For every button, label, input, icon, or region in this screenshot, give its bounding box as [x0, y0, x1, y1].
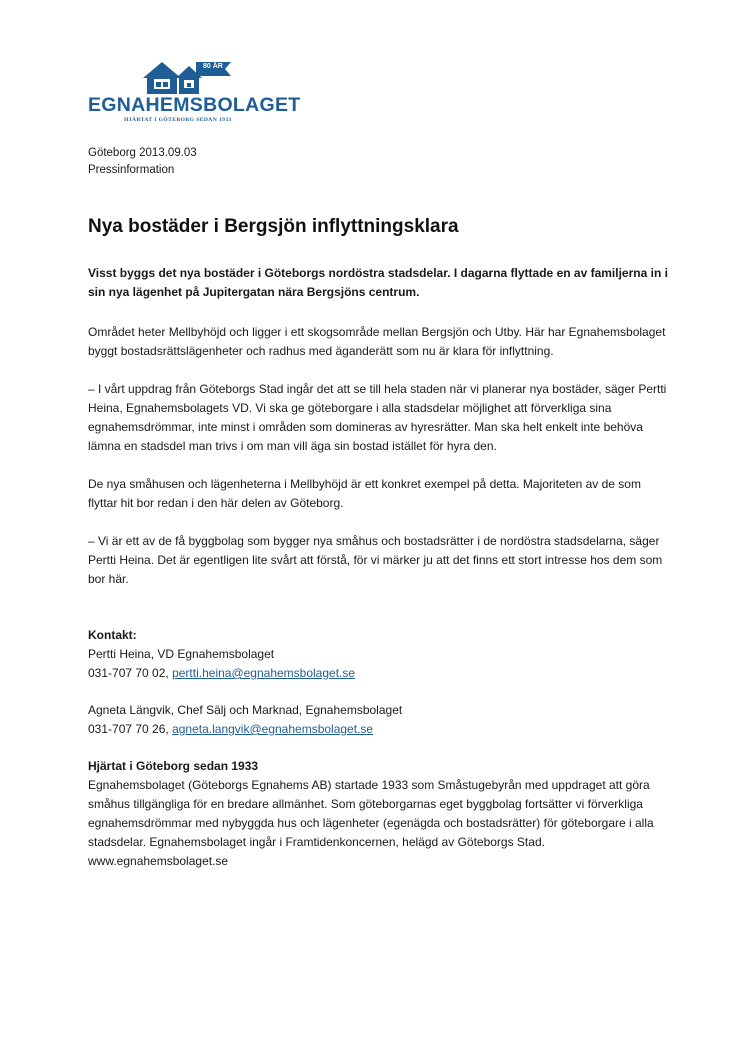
contact-phone: 031-707 70 26, [88, 722, 173, 736]
about-heading: Hjärtat i Göteborg sedan 1933 [88, 759, 259, 773]
body-paragraph: – I vårt uppdrag från Göteborgs Stad ingår det att se till hela staden när vi planerar nya bostäder, säger Pertti Heina, Egnahemsbolagets VD. Vi ska ge göteborgare i alla stadsdelar möjlighet att förverkliga sina egnahemsdrömmar, inte minst i områden som domineras av hyresrätter. Man ska helt enkelt inte behöva lämna en stadsdel man trivs i om man vill äga sin bostad istället för hyra den. [88, 382, 667, 453]
logo-tagline: HJÄRTAT I GÖTEBORG SEDAN 1933 [124, 117, 232, 123]
document-type: Pressinformation [88, 164, 175, 176]
logo-wordmark: EGNAHEMSBOLAGET [88, 94, 301, 116]
contact-email-link[interactable]: agneta.langvik@egnahemsbolaget.se [172, 722, 374, 736]
body-paragraph: – Vi är ett av de få byggbolag som bygger nya småhus och bostadsrätter i de nordöstra stadsdelarna, säger Pertti Heina. Det är egentligen lite svårt att förstå, för vi märker ju att det finns ett stort intresse hos dem som bor här. [88, 534, 663, 586]
company-logo [88, 56, 301, 130]
contact-line [88, 720, 668, 739]
contact-name: Agneta Längvik, Chef Sälj och Marknad, Egnahemsbolaget [88, 703, 403, 717]
contact-line [88, 664, 668, 683]
page-title: Nya bostäder i Bergsjön inflyttningsklara [88, 216, 459, 237]
anniversary-badge: 80 ÅR [203, 63, 223, 70]
body-paragraph: Området heter Mellbyhöjd och ligger i ett skogsområde mellan Bergsjön och Utby. Här har Egnahemsbolaget byggt bostadsrättslägenheter och radhus med äganderätt som nu är klara för inflyttning. [88, 325, 666, 358]
contact-card [88, 645, 668, 683]
date-line: Göteborg 2013.09.03 [88, 147, 197, 159]
document-meta [88, 145, 197, 179]
contact-heading: Kontakt: [88, 628, 137, 642]
body-paragraph: De nya småhusen och lägenheterna i Mellbyhöjd är ett konkret exempel på detta. Majoriteten av de som flyttar hit bor redan i den här delen av Göteborg. [88, 477, 641, 510]
contact-card [88, 701, 668, 739]
about-text: Egnahemsbolaget (Göteborgs Egnahems AB) startade 1933 som Småstugebyrån med uppdraget att göra småhus tillgängliga för en bredare allmänhet. Som göteborgarnas eget byggbolag fortsätter vi förverkliga egnahemsdrömmar med nybyggda hus och lägenheter (egenägda och bostadsrätter) för göteborgare i alla stadsdelar. Egnahemsbolaget ingår i Framtidenkoncernen, helägd av Göteborgs Stad. www.egnahemsbolaget.se [88, 778, 654, 868]
contact-name: Pertti Heina, VD Egnahemsbolaget [88, 647, 275, 661]
contact-email-link[interactable]: pertti.heina@egnahemsbolaget.se [172, 666, 356, 680]
article-body [88, 264, 668, 871]
contact-phone: 031-707 70 02, [88, 666, 173, 680]
lead-paragraph: Visst byggs det nya bostäder i Göteborgs nordöstra stadsdelar. I dagarna flyttade en av familjerna in i sin nya lägenhet på Jupitergatan nära Bergsjöns centrum. [88, 266, 668, 299]
